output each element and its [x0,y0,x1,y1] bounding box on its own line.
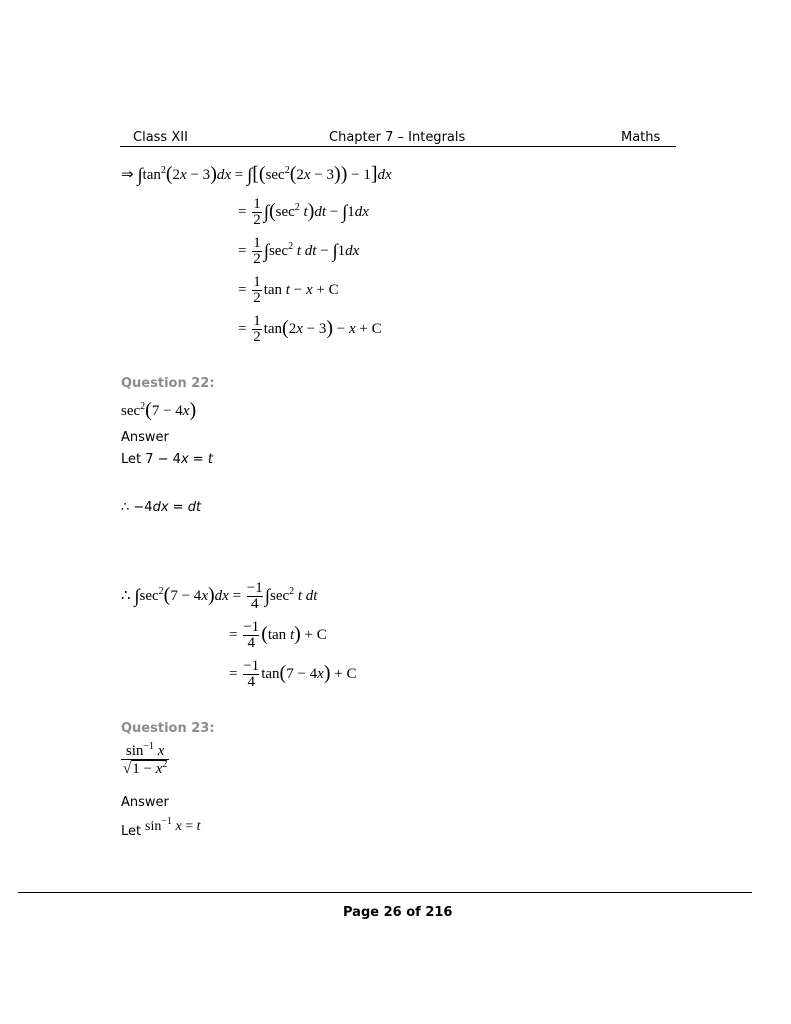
solution21-line1: ⇒ $\int\tan^2(2x - 3)dx = \int[(\sec^2(2x - 3)) - 1]dx$ [121,163,392,186]
question-22-solution-line3: = $\frac{-1}{4}$ tan(7 − 4x) + C [229,658,357,690]
question-23-let-word: Let [121,824,142,839]
question-22-let-line: Let 7 − 4x = t [121,452,213,467]
question-23-heading: Question 23: [121,721,215,736]
footer-rule [18,892,752,893]
question-23-let-expression: $\sin^{-1} x = t$ [145,816,201,834]
question-22-heading: Question 22: [121,376,215,391]
question-23-answer-label: Answer [121,795,169,810]
question-22-expression: $\sec^2(7 - 4x)$ [121,399,197,421]
question-22-solution-line2: = $\frac{-1}{4}$ (tan t) + C [229,619,327,651]
header-class: Class XII [133,130,188,145]
question-22-solution-line1: ∴ $\int\sec^2(7 - 4x)dx$ = $\frac{-1}{4}$ $\int\sec^2$ t dt [121,580,318,612]
question-22-answer-label: Answer [121,430,169,445]
solution21-line2: = $\frac{1}{2}$ $\int(\sec^2$ t)dt − ∫1dx [238,196,369,228]
page-number: Page 26 of 216 [343,905,453,920]
question-22-differential: ∴ −4dx = dt [121,500,202,515]
solution21-line4: = $\frac{1}{2}$ tan t − x + C [238,274,339,306]
header-chapter: Chapter 7 – Integrals [329,130,466,145]
solution21-line5: = $\frac{1}{2}$ tan(2x − 3) − x + C [238,313,382,345]
solution21-line3: = $\frac{1}{2}$ $\int\sec^2$ t dt − ∫1dx [238,235,360,267]
header-subject: Maths [621,130,661,145]
header-rule [120,146,676,147]
question-23-expression: $\frac{\sin^{-1} x}{√1 - x^2}$ [123,741,168,777]
implies-symbol: ⇒ [121,167,134,183]
